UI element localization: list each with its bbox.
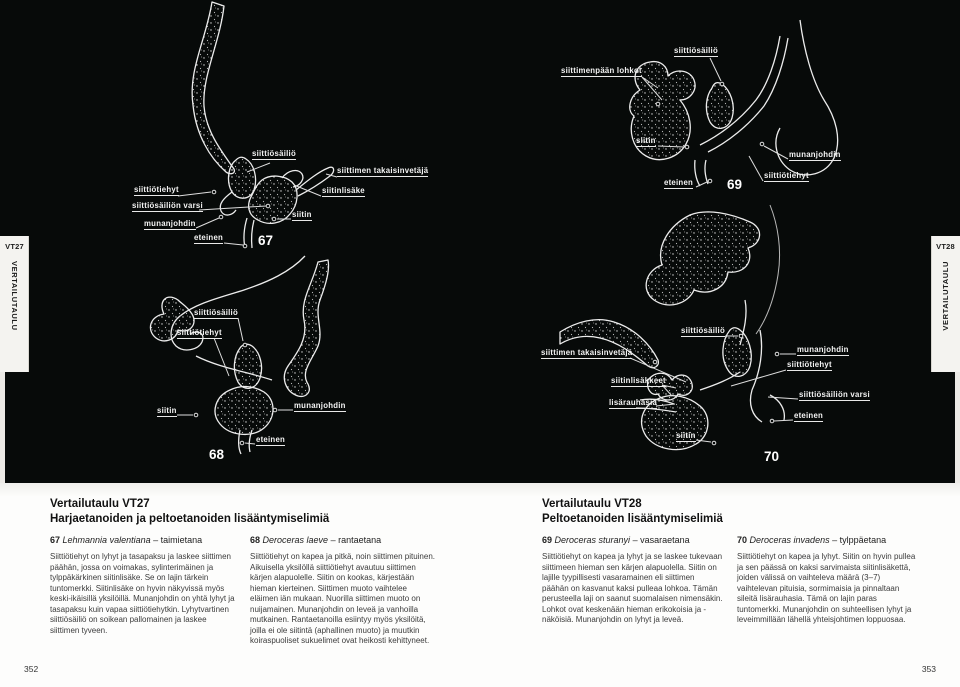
anatomy-label: siittiösäiliö — [681, 327, 725, 337]
heading-line2: Peltoetanoiden lisääntymiselimiä — [542, 513, 723, 526]
section-heading-vt28 — [542, 497, 723, 527]
anatomy-label: siitin — [676, 432, 696, 442]
figure-70-drawing — [560, 205, 784, 450]
anatomy-label: siitinlisäke — [322, 187, 365, 197]
anatomy-label: munanjohdin — [144, 220, 196, 230]
anatomy-label: siittimenpään lohkot — [561, 67, 642, 77]
anatomy-label: siitinlisäkkeet — [611, 377, 666, 387]
entry-body: Siittiötiehyt on kapea ja lyhyt. Siitin on hyvin pullea ja sen päässä on kaksi sarvimaista siitinlisäkettä, joiden välissä on vaihteleva määrä (3–7) vaihtelevan pituisia, sormimaisia ja pinnaltaan sileitä lisärauhasia. Tämä on lajin paras tuntomerkki. Munanjohdin on suhteellisen lyhyt ja leveimmillään lähellä yhteisjohtimen loppuosaa. — [737, 552, 916, 625]
anatomy-label: siittiötiehyt — [764, 172, 809, 182]
anatomy-label: siittiösäiliö — [674, 47, 718, 57]
entry-title — [50, 535, 236, 545]
entry-body: Siittiötiehyt on kapea ja lyhyt ja se laskee tukevaan siittimeen hieman sen kärjen alapuolella. Siitin on lajille tyypillisesti vasaramainen eli siittimen päähän on kasvanut kaksi pulleaa lohkoa. Tämän perusteella laji on saanut suomalaisen nimensäkin. Lohkot ovat keskenään hieman erikokoisia ja -näköisiä. Munanjohdin on lyhyt ja leveä. — [542, 552, 723, 625]
text-section — [0, 483, 960, 687]
entry-common-name: – taimietana — [153, 535, 203, 545]
anatomy-label: eteinen — [664, 179, 693, 189]
anatomy-label: siitin — [157, 407, 177, 417]
section-heading-vt27 — [50, 497, 329, 527]
entry-body: Siittiötiehyt on lyhyt ja tasapaksu ja laskee siittimen päähän, jossa on voimakas, sylinterimäinen ja tylppäkärkinen siitinlisäke. Se on lajin tärkein tuntomerkki. Siitinlisäke on hyvin näkyvissä myös keski-ikäisillä yksilöillä. Munanjohdin on yhtä lyhyt ja tasapaksu kuin vapaa siittiötiehytkin. Lyhytvartinen siittiösäiliö on soikean pallomainen ja laskee siittimen tyveen. — [50, 552, 235, 635]
entry-70 — [737, 535, 918, 626]
entry-69 — [542, 535, 723, 626]
entry-67 — [50, 535, 236, 647]
tab-vt27 — [0, 236, 29, 372]
heading-line2: Harjaetanoiden ja peltoetanoiden lisääntymiselimiä — [50, 513, 330, 526]
anatomy-label: eteinen — [194, 234, 223, 244]
anatomy-label: siittiötiehyt — [787, 361, 832, 371]
anatomy-label: munanjohdin — [294, 402, 346, 412]
page-number-left: 352 — [24, 664, 39, 674]
anatomy-label: siittimen takaisinvetäjä — [337, 167, 428, 177]
anatomy-label: siittiötiehyt — [134, 186, 179, 196]
anatomy-label: siittiösäiliö — [194, 309, 238, 319]
figure-number: 68 — [209, 447, 225, 462]
anatomy-label: siitin — [292, 211, 312, 221]
anatomy-label: lisärauhasia — [609, 399, 657, 409]
anatomy-label: siittiösäiliö — [252, 150, 296, 160]
anatomy-label: munanjohdin — [789, 151, 841, 161]
anatomy-label: eteinen — [256, 436, 285, 446]
figure-number: 70 — [764, 449, 780, 464]
entry-body: Siittiötiehyt on kapea ja pitkä, noin siittimen pituinen. Aikuisella yksilöllä siittiötiehyt avautuu siittimen kärjen alapuolelle. Siitin on kookas, kärjestään hieman kierteinen. Siittimen muoto vaihtelee eläimen iän mukaan. Nuorilla siittimen muoto on nuijamainen. Munanjohdin on leveä ja vanhoilla mutkainen. Rantaetanoilla esiintyy myös yksilöitä, joilla ei ole siitintä (aphallinen muoto) ja muutkin koiraspuoliset sukuelimet ovat heikosti kehittyneet. — [250, 552, 435, 646]
tab-code: VT28 — [936, 242, 955, 251]
anatomy-label: siitin — [636, 137, 656, 147]
entry-species: Deroceras sturanyi — [554, 535, 631, 545]
entry-number: 70 — [737, 535, 748, 545]
anatomy-label: siittiötiehyt — [177, 329, 222, 339]
heading-line1: Vertailutaulu VT28 — [542, 498, 642, 510]
anatomy-label: eteinen — [794, 412, 823, 422]
figure-68-drawing — [150, 256, 328, 454]
tab-vt28 — [931, 236, 960, 372]
tab-label: VERTAILUTAULU — [941, 261, 950, 331]
entry-common-name: – vasaraetana — [632, 535, 690, 545]
entry-68 — [250, 535, 436, 647]
entry-common-name: – rantaetana — [330, 535, 382, 545]
entry-species: Deroceras laeve — [262, 535, 329, 545]
tab-label: VERTAILUTAULU — [10, 261, 19, 331]
tab-code: VT27 — [5, 242, 24, 251]
anatomy-label: siittimen takaisinvetäjä — [541, 349, 632, 359]
entry-common-name: – tylppäetana — [832, 535, 887, 545]
columns-right-page — [542, 535, 932, 626]
entry-number: 69 — [542, 535, 553, 545]
entry-title — [542, 535, 723, 545]
figure-number: 67 — [258, 233, 274, 248]
columns-left-page — [50, 535, 450, 647]
anatomy-label: siittiösäiliön varsi — [799, 391, 870, 401]
heading-line1: Vertailutaulu VT27 — [50, 498, 150, 510]
entry-species: Lehmannia valentiana — [62, 535, 151, 545]
figure-67-drawing — [192, 2, 333, 248]
entry-title — [737, 535, 918, 545]
entry-number: 67 — [50, 535, 61, 545]
figure-number: 69 — [727, 177, 743, 192]
anatomy-label: munanjohdin — [797, 346, 849, 356]
anatomy-label: siittiösäiliön varsi — [132, 202, 203, 212]
entry-number: 68 — [250, 535, 261, 545]
page-number-right: 353 — [921, 664, 936, 674]
entry-title — [250, 535, 436, 545]
entry-species: Deroceras invadens — [749, 535, 830, 545]
